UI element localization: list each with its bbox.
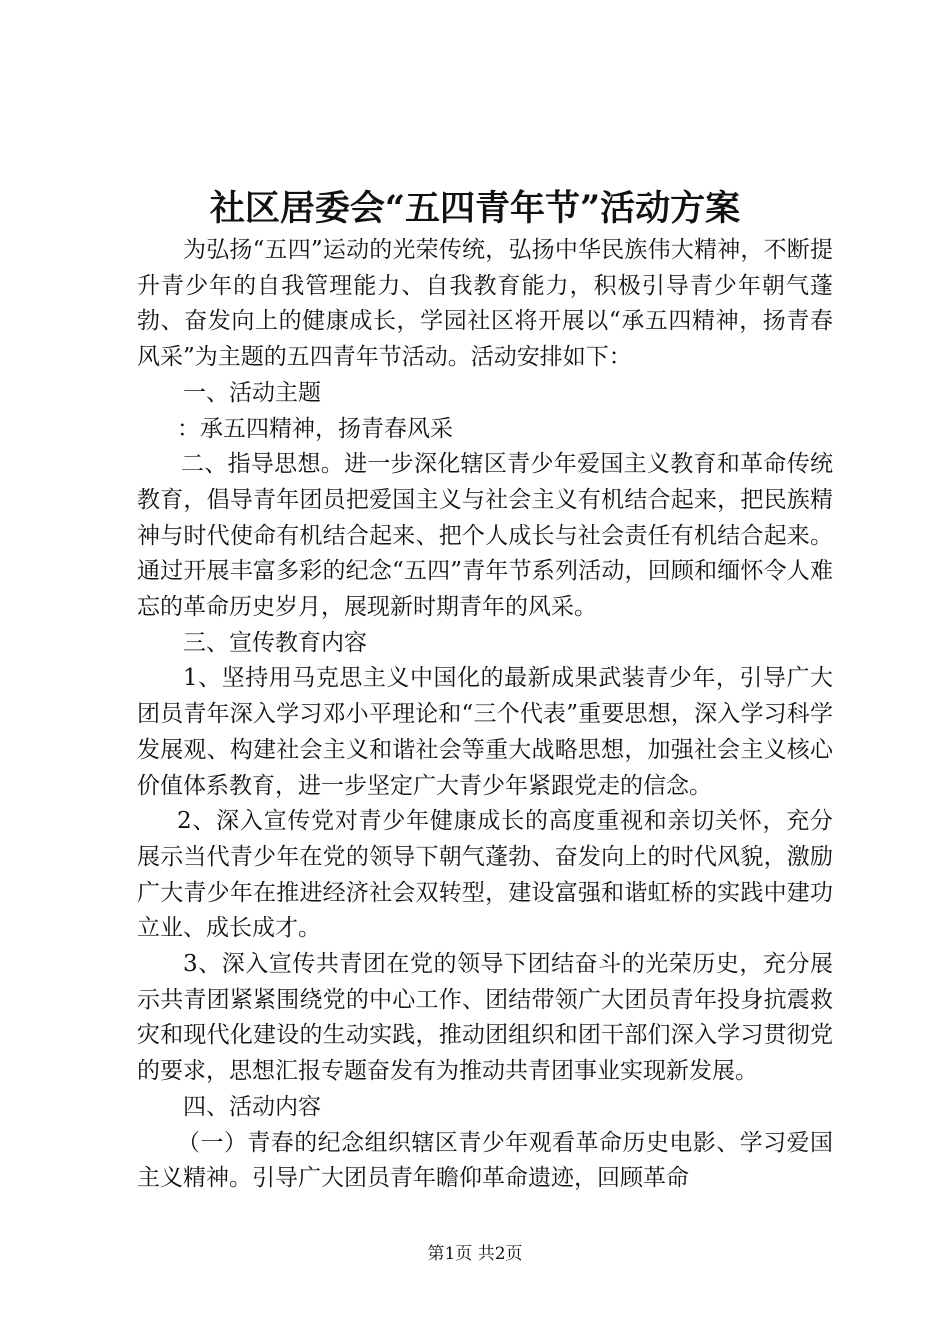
paragraph-theme-text: ：承五四精神，扬青春风采 <box>177 415 453 442</box>
document-title: 社区居委会“五四青年节”活动方案 <box>209 188 741 229</box>
paragraph-guiding-thought: 二、指导思想。进一步深化辖区青少年爱国主义教育和革命传统教育，倡导青年团员把爱国主义与社会主义有机结合起来，把民族精神与时代使命有机结合起来、把个人成长与社会责任有机结合起来。通过开展丰富多彩的纪念“五四”青年节系列活动，回顾和缅怀令人难忘的革命历史岁月，展现新时期青年的风采。 <box>137 451 833 621</box>
heading-activity-content: 四、活动内容 <box>183 1093 321 1120</box>
paragraph-activity-1: （一）青春的纪念组织辖区青少年观看革命历史电影、学习爱国主义精神。引导广大团员青年瞻仰革命遗迹，回顾革命 <box>137 1129 833 1192</box>
document-body <box>137 233 833 1197</box>
paragraph-item-1: 1、坚持用马克思主义中国化的最新成果武装青少年，引导广大团员青年深入学习邓小平理论和“三个代表”重要思想，深入学习科学发展观、构建社会主义和谐社会等重大战略思想，加强社会主义核心价值体系教育，进一步坚定广大青少年紧跟党走的信念。 <box>137 665 833 799</box>
paragraph-item-2: 2、深入宣传党对青少年健康成长的高度重视和亲切关怀，充分展示当代青少年在党的领导下朝气蓬勃、奋发向上的时代风貌，激励广大青少年在推进经济社会双转型，建设富强和谐虹桥的实践中建功立业、成长成才。 <box>137 808 833 942</box>
page-footer: 第1页 共2页 <box>427 1244 523 1264</box>
paragraph-intro: 为弘扬“五四”运动的光荣传统，弘扬中华民族伟大精神，不断提升青少年的自我管理能力、自我教育能力，积极引导青少年朝气蓬勃、奋发向上的健康成长，学园社区将开展以“承五四精神，扬青春风采”为主题的五四青年节活动。活动安排如下： <box>137 237 833 371</box>
paragraph-item-3: 3、深入宣传共青团在党的领导下团结奋斗的光荣历史，充分展示共青团紧紧围绕党的中心工作、团结带领广大团员青年投身抗震救灾和现代化建设的生动实践，推动团组织和团干部们深入学习贯彻党的要求，思想汇报专题奋发有为推动共青团事业实现新发展。 <box>137 951 833 1085</box>
heading-activity-theme: 一、活动主题 <box>183 379 321 406</box>
heading-publicity-content: 三、宣传教育内容 <box>183 629 367 656</box>
